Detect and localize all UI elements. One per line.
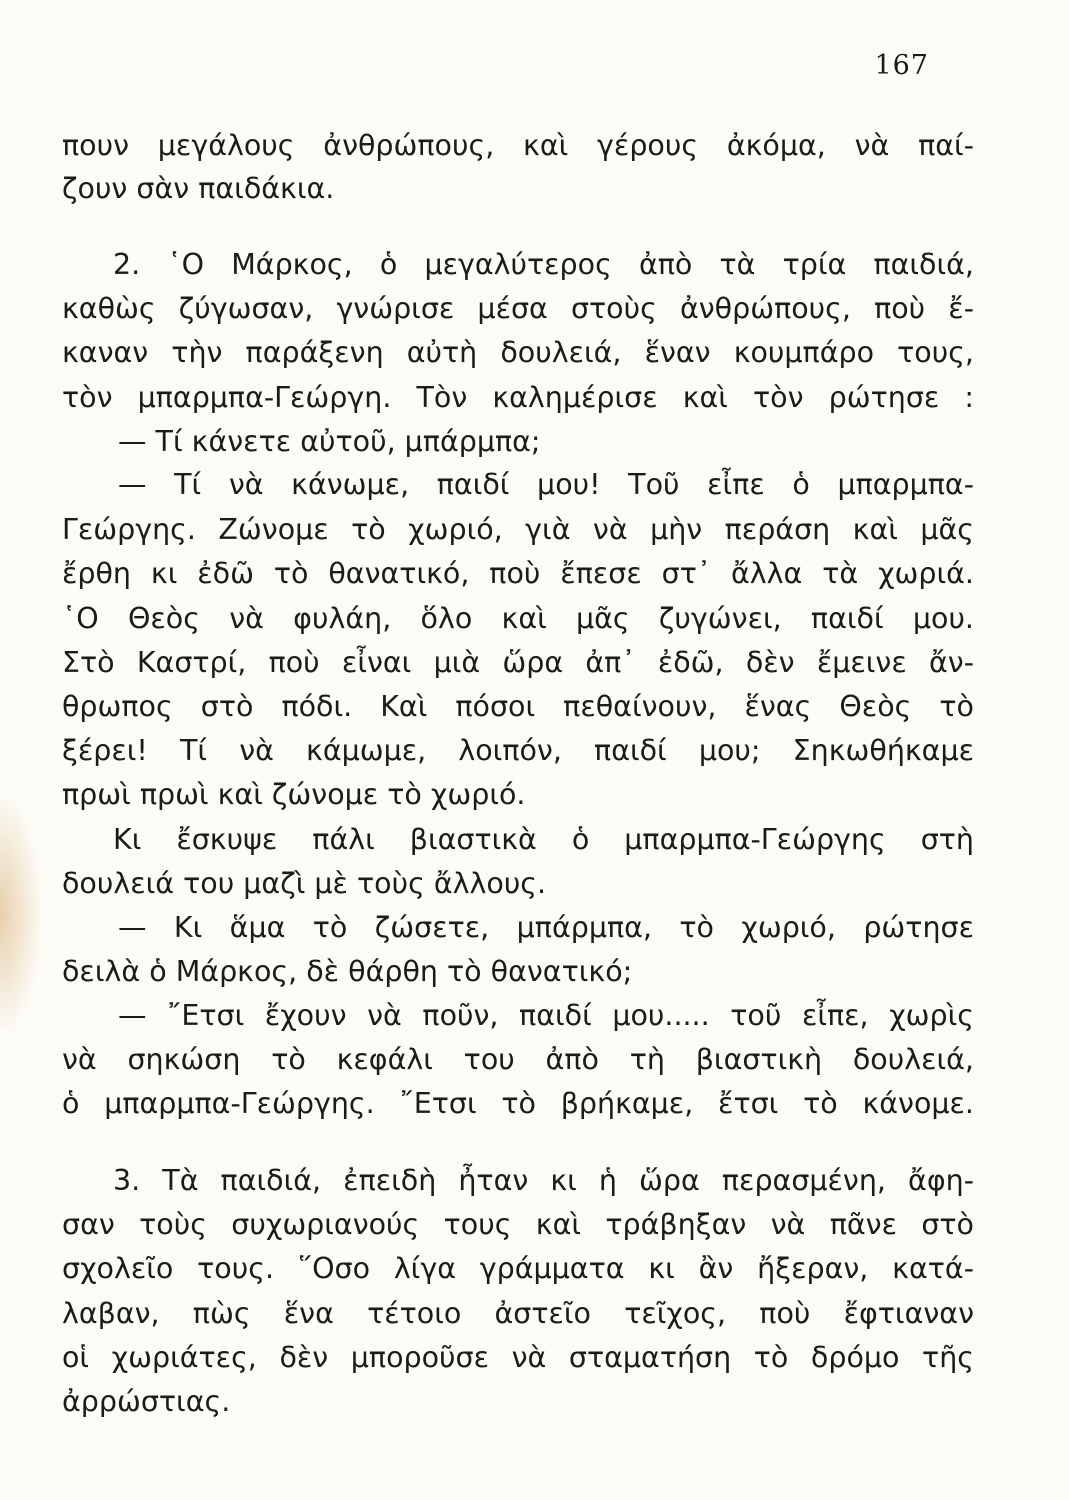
text-line: ἀρρώστιας.: [62, 1385, 231, 1418]
text-line: σαν τοὺς συχωριανούς τους καὶ τράβηξαν νὰ πᾶνε στὸ: [62, 1208, 974, 1241]
text-line: σχολεῖο τους. ῞Οσο λίγα γράμματα κι ἂν ἤξεραν, κατά-: [62, 1252, 974, 1285]
text-line: — ῎Ετσι ἔχουν νὰ ποῦν, παιδί μου..... τοῦ εἶπε, χωρὶς: [118, 999, 974, 1032]
text-line: Στὸ Καστρί, ποὺ εἶναι μιὰ ὥρα ἀπ᾽ ἐδῶ, δὲν ἔμεινε ἄν-: [62, 646, 974, 679]
text-line: Κι ἔσκυψε πάλι βιαστικὰ ὁ μπαρμπα-Γεώργης στὴ: [113, 823, 974, 856]
text-line: πουν μεγάλους ἀνθρώπους, καὶ γέρους ἀκόμα, νὰ παί-: [62, 129, 974, 162]
text-line: ὁ μπαρμπα-Γεώργης. ῎Ετσι τὸ βρήκαμε, ἔτσι τὸ κάνομε.: [62, 1087, 974, 1120]
text-line: δειλὰ ὁ Μάρκος, δὲ θάρθη τὸ θανατικό;: [62, 955, 633, 988]
text-line: 3. Τὰ παιδιά, ἐπειδὴ ἦταν κι ἡ ὥρα περασμένη, ἄφη-: [113, 1164, 974, 1197]
text-line: οἱ χωριάτες, δὲν μποροῦσε νὰ σταματήση τὸ δρόμο τῆς: [62, 1341, 974, 1374]
text-line: δουλειά του μαζὶ μὲ τοὺς ἄλλους.: [62, 867, 547, 900]
text-line: καναν τὴν παράξενη αὐτὴ δουλειά, ἕναν κουμπάρο τους,: [62, 336, 974, 369]
text-line: — Κι ἅμα τὸ ζώσετε, μπάρμπα, τὸ χωριό, ρώτησε: [118, 911, 974, 944]
page-number: 167: [874, 50, 929, 81]
paper-stain: [0, 800, 40, 1030]
text-line: νὰ σηκώση τὸ κεφάλι του ἀπὸ τὴ βιαστικὴ δουλειά,: [62, 1043, 974, 1076]
text-line: ῾Ο Θεὸς νὰ φυλάη, ὅλο καὶ μᾶς ζυγώνει, παιδί μου.: [62, 602, 974, 635]
text-line: θρωπος στὸ πόδι. Καὶ πόσοι πεθαίνουν, ἕνας Θεὸς τὸ: [62, 690, 974, 723]
text-line: ἔρθη κι ἐδῶ τὸ θανατικό, ποὺ ἔπεσε στ᾽ ἄλλα τὰ χωριά.: [62, 557, 974, 590]
text-line: — Τί κάνετε αὐτοῦ, μπάρμπα;: [118, 425, 541, 458]
text-line: Γεώργης. Ζώνομε τὸ χωριό, γιὰ νὰ μὴν περάση καὶ μᾶς: [62, 513, 974, 546]
text-line: τὸν μπαρμπα-Γεώργη. Τὸν καλημέρισε καὶ τὸν ρώτησε :: [62, 381, 974, 414]
text-line: πρωὶ πρωὶ καὶ ζώνομε τὸ χωριό.: [62, 778, 526, 811]
text-line: — Τί νὰ κάνωμε, παιδί μου! Τοῦ εἶπε ὁ μπαρμπα-: [118, 468, 974, 501]
text-line: λαβαν, πὼς ἕνα τέτοιο ἀστεῖο τεῖχος, ποὺ ἔφτιαναν: [62, 1297, 974, 1330]
text-line: 2. ῾Ο Μάρκος, ὁ μεγαλύτερος ἀπὸ τὰ τρία παιδιά,: [113, 248, 974, 281]
text-line: ζουν σὰν παιδάκια.: [62, 172, 335, 205]
text-line: ξέρει! Τί νὰ κάμωμε, λοιπόν, παιδί μου; Σηκωθήκαμε: [62, 734, 974, 767]
text-line: καθὼς ζύγωσαν, γνώρισε μέσα στοὺς ἀνθρώπους, ποὺ ἔ-: [62, 292, 974, 325]
